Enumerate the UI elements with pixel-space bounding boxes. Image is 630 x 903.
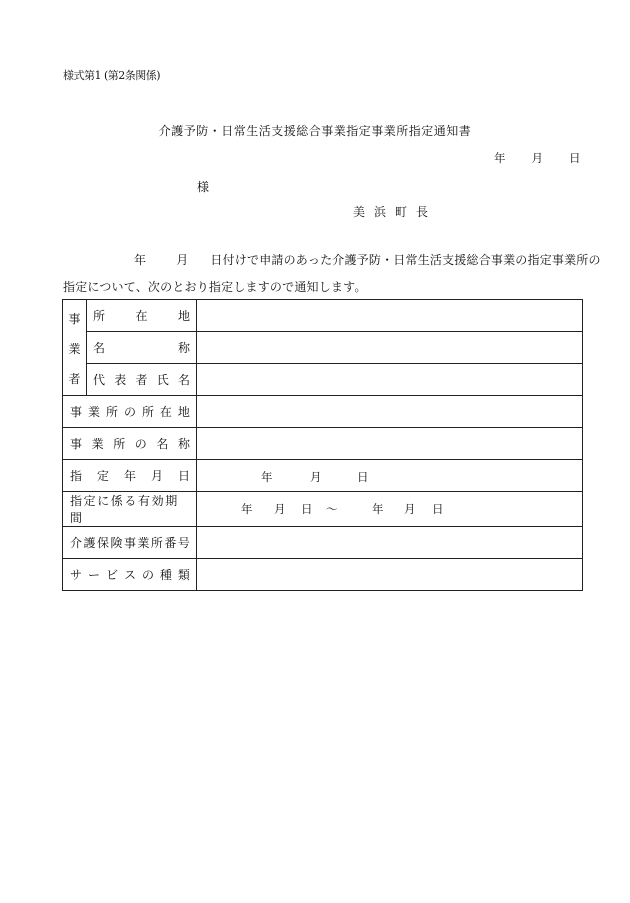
value-service-type	[197, 559, 583, 591]
document-title: 介護予防・日常生活支援総合事業指定事業所指定通知書	[158, 124, 472, 138]
value-address	[197, 300, 583, 332]
table-row-office-address	[63, 396, 583, 428]
body-line-1	[134, 251, 601, 268]
table-row-service-type	[63, 559, 583, 591]
label-address: 所 在 地	[87, 300, 197, 332]
body-line-2: 指定について、次のとおり指定しますので通知します。	[63, 280, 367, 294]
table-row-validity-period	[63, 492, 583, 527]
value-name	[197, 332, 583, 364]
value-representative	[197, 364, 583, 396]
body-year: 年	[134, 253, 147, 267]
value-validity-period: 年 月 日 〜 年 月 日	[197, 492, 583, 527]
value-office-address	[197, 396, 583, 428]
label-office-name: 事 業 所 の 名 称	[63, 428, 197, 460]
issue-date-year: 年	[494, 151, 506, 165]
body-month: 月	[176, 253, 189, 267]
business-operator-label: 事 業 者	[63, 300, 87, 396]
addressee-suffix: 様	[197, 180, 210, 194]
issue-date-month: 月	[531, 151, 543, 165]
issue-date	[494, 150, 581, 166]
label-insurance-number: 介 護 保 険 事 業 所 番 号	[63, 527, 197, 559]
value-insurance-number	[197, 527, 583, 559]
body-line-1-text: 日付けで申請のあった介護予防・日常生活支援総合事業の指定事業所の	[210, 253, 601, 267]
notice-table	[62, 299, 583, 591]
value-office-name	[197, 428, 583, 460]
label-representative: 代 表 者 氏 名	[87, 364, 197, 396]
label-office-address: 事 業 所 の 所 在 地	[63, 396, 197, 428]
label-name: 名 称	[87, 332, 197, 364]
form-number-label: 様式第1 (第2条関係)	[63, 69, 161, 82]
table-row-name	[63, 332, 583, 364]
label-designation-date: 指 定 年 月 日	[63, 460, 197, 492]
value-designation-date: 年 月 日	[197, 460, 583, 492]
table-row-address	[63, 300, 583, 332]
table-row-insurance-number	[63, 527, 583, 559]
table-row-designation-date	[63, 460, 583, 492]
table-row-representative	[63, 364, 583, 396]
label-service-type: サ ー ビ ス の 種 類	[63, 559, 197, 591]
issue-date-day: 日	[569, 151, 581, 165]
issuer-name: 美浜町長	[353, 205, 438, 219]
table-row-office-name	[63, 428, 583, 460]
label-validity-period: 指定に係る有効期間	[63, 492, 197, 527]
